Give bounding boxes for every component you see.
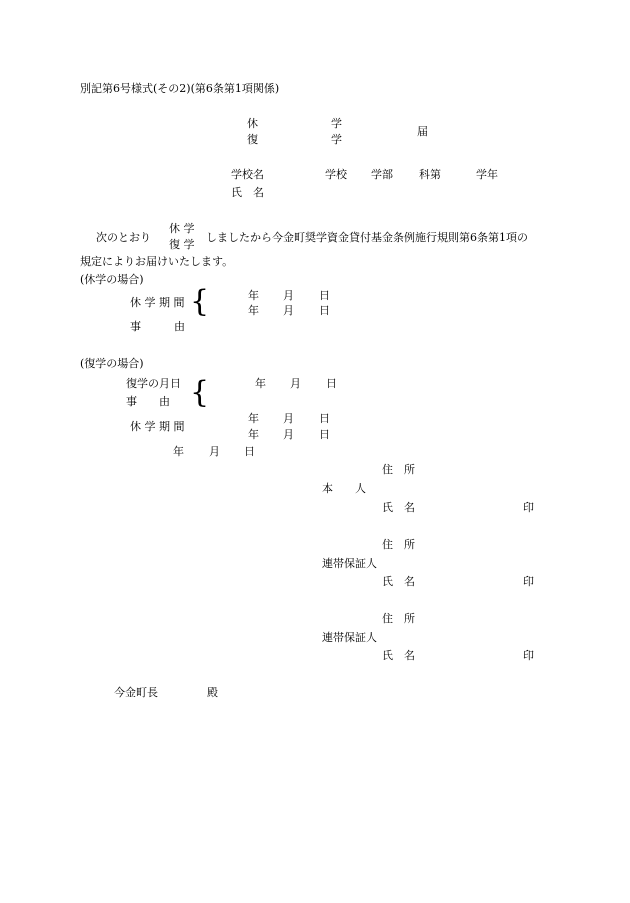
school-name-label: 学校名 (231, 168, 264, 181)
dept-label: 科第 (419, 168, 441, 181)
leave-heading: (休学の場合) (80, 273, 144, 286)
body-line-1: しましたから今金町奨学資金貸付基金条例施行規則第6条第1項の (206, 231, 528, 244)
submission-month: 月 (209, 445, 220, 458)
return-row2-day: 日 (319, 428, 330, 441)
submission-day: 日 (244, 445, 255, 458)
return-date-year: 年 (255, 377, 266, 390)
title-kyu: 休 (247, 117, 258, 130)
title-fuku: 復 (247, 133, 258, 146)
title-todoke: 届 (417, 125, 428, 138)
submission-year: 年 (173, 445, 184, 458)
title-gaku-2: 学 (331, 133, 342, 146)
body-option-fukugaku: 復 学 (169, 238, 195, 251)
leave-period-brace: { (190, 284, 210, 319)
addressee-mayor: 今金町長 (114, 686, 158, 699)
return-brace: { (190, 375, 210, 410)
applicant-seal: 印 (523, 501, 534, 514)
leave-row2-month: 月 (283, 304, 294, 317)
return-reason-label: 事 由 (126, 395, 170, 408)
return-heading: (復学の場合) (80, 357, 144, 370)
applicant-address-label: 住 所 (382, 463, 415, 476)
return-period-label: 休 学 期 間 (130, 420, 185, 433)
guarantor1-role-label: 連帯保証人 (322, 557, 377, 570)
year-label: 学年 (476, 168, 498, 181)
guarantor2-role-label: 連帯保証人 (322, 631, 377, 644)
leave-row2-day: 日 (319, 304, 330, 317)
guarantor1-name-label: 氏 名 (382, 575, 415, 588)
applicant-name-label: 氏 名 (382, 501, 415, 514)
faculty-label: 学部 (371, 168, 393, 181)
guarantor2-name-label: 氏 名 (382, 649, 415, 662)
return-row1-month: 月 (283, 412, 294, 425)
title-gaku-1: 学 (331, 117, 342, 130)
guarantor1-seal: 印 (523, 575, 534, 588)
return-row2-month: 月 (283, 428, 294, 441)
return-row2-year: 年 (248, 428, 259, 441)
leave-row1-year: 年 (248, 289, 259, 302)
return-date-day: 日 (326, 377, 337, 390)
form-id: 別記第6号様式(その2)(第6条第1項関係) (80, 82, 280, 95)
return-row1-day: 日 (319, 412, 330, 425)
school-label: 学校 (325, 168, 347, 181)
body-option-kyugaku: 休 学 (169, 222, 195, 235)
guarantor2-address-label: 住 所 (382, 612, 415, 625)
leave-row1-month: 月 (283, 289, 294, 302)
return-date-label: 復学の月日 (126, 377, 181, 390)
applicant-role-label: 本 人 (322, 482, 366, 495)
guarantor1-address-label: 住 所 (382, 538, 415, 551)
return-date-month: 月 (290, 377, 301, 390)
leave-reason-label: 事 由 (130, 320, 185, 333)
return-row1-year: 年 (248, 412, 259, 425)
addressee-honorific: 殿 (207, 686, 218, 699)
leave-row1-day: 日 (319, 289, 330, 302)
body-lead: 次のとおり (96, 231, 151, 244)
leave-period-label: 休 学 期 間 (130, 296, 185, 309)
leave-row2-year: 年 (248, 304, 259, 317)
guarantor2-seal: 印 (523, 649, 534, 662)
student-name-label: 氏 名 (231, 186, 264, 199)
body-line-2: 規定によりお届けいたします。 (80, 255, 234, 268)
